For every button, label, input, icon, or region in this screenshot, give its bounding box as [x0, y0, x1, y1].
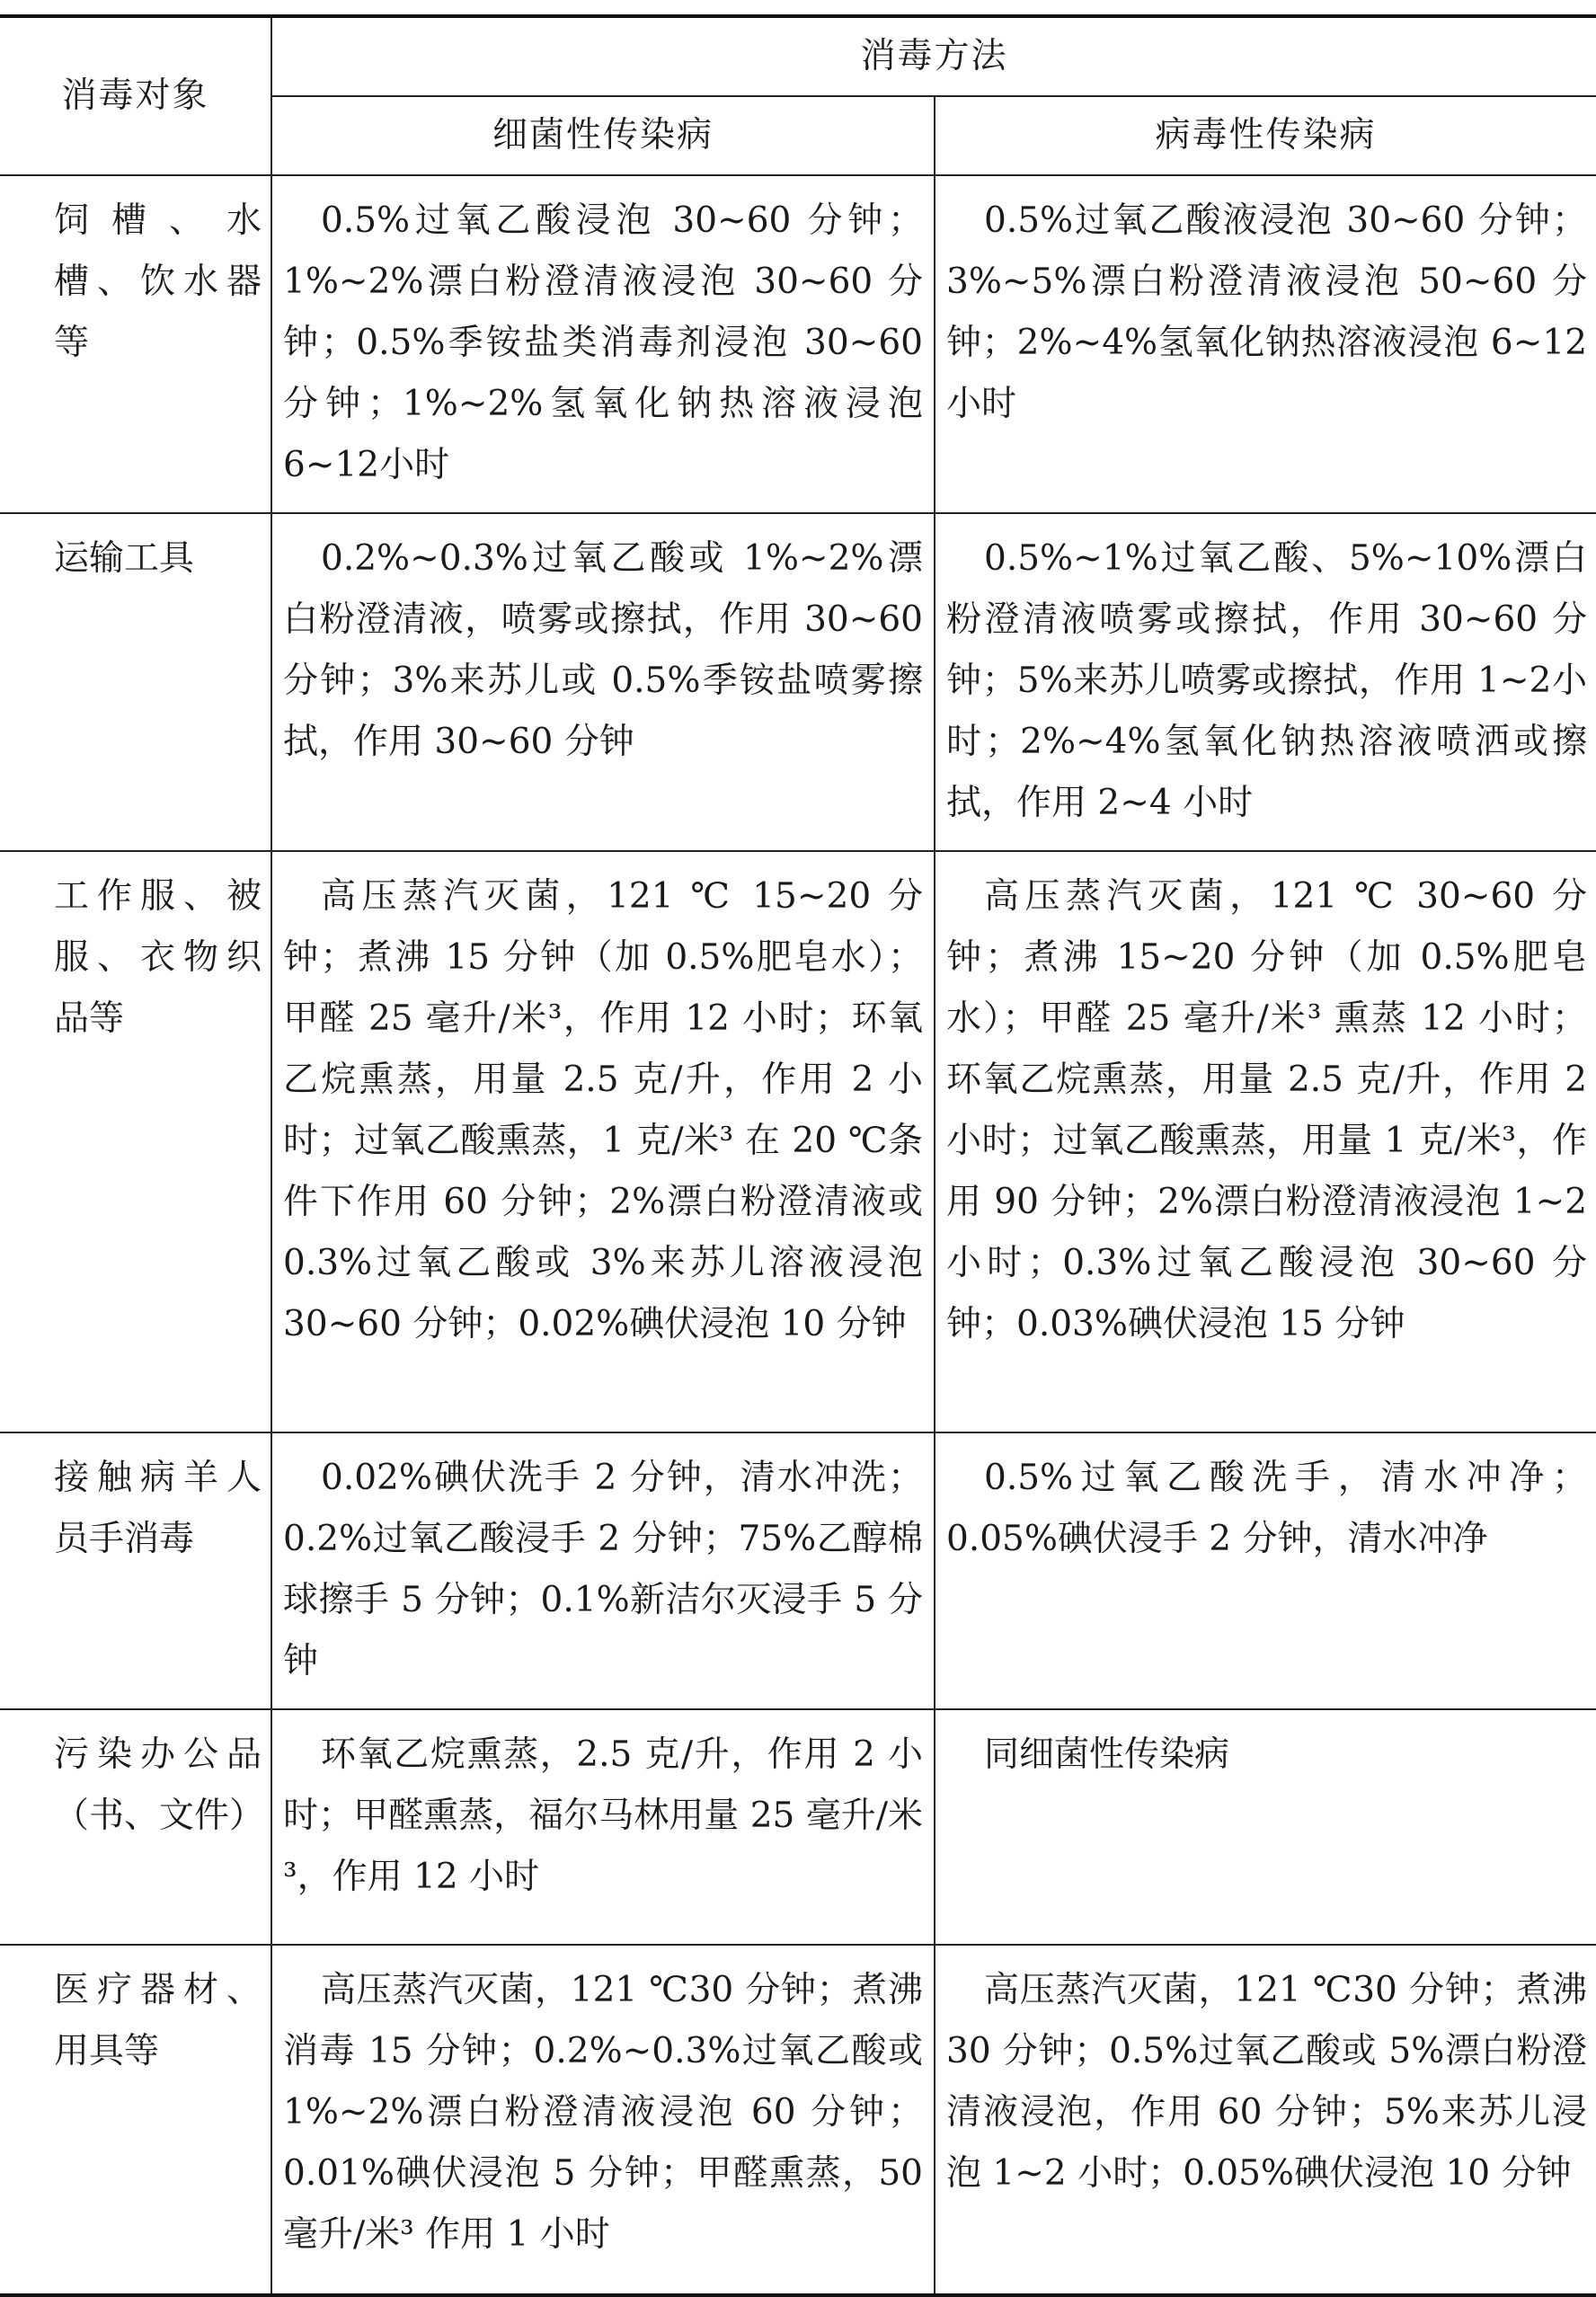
table-row [0, 851, 1596, 1432]
disinfection-table [0, 14, 1596, 2297]
header-viral: 病毒性传染病 [935, 96, 1596, 175]
header-target: 消毒对象 [0, 16, 271, 175]
row-bacterial-method: 高压蒸汽灭菌，121 ℃ 15~20 分钟；煮沸 15 分钟（加 0.5%肥皂水）；甲醛 25 毫升/米³，作用 12 小时；环氧乙烷熏蒸，用量 2.5 克/升，作用 2 小时；过氧乙酸熏蒸，1 克/米³ 在 20 ℃条件下作用 60 分钟；2%漂白粉澄清液或 0.3%过氧乙酸或 3%来苏儿溶液浸泡 30~60 分钟；0.02%碘伏浸泡 10 分钟 [271, 851, 935, 1432]
row-target: 饲槽、水槽、饮水器等 [0, 175, 271, 513]
row-viral-method: 0.5%~1%过氧乙酸、5%~10%漂白粉澄清液喷雾或擦拭，作用 30~60 分钟；5%来苏儿喷雾或擦拭，作用 1~2小时；2%~4%氢氧化钠热溶液喷洒或擦拭，作用 2~4 小时 [935, 513, 1596, 851]
row-bacterial-method: 高压蒸汽灭菌，121 ℃30 分钟；煮沸消毒 15 分钟；0.2%~0.3%过氧乙酸或 1%~2%漂白粉澄清液浸泡 60 分钟；0.01%碘伏浸泡 5 分钟；甲醛熏蒸，50 毫升/米³ 作用 1 小时 [271, 1945, 935, 2295]
row-viral-method: 0.5%过氧乙酸液浸泡 30~60 分钟；3%~5%漂白粉澄清液浸泡 50~60 分钟；2%~4%氢氧化钠热溶液浸泡 6~12 小时 [935, 175, 1596, 513]
row-target: 医疗器材、用具等 [0, 1945, 271, 2295]
table-row [0, 1709, 1596, 1945]
row-bacterial-method: 0.5%过氧乙酸浸泡 30~60 分钟；1%~2%漂白粉澄清液浸泡 30~60 分钟；0.5%季铵盐类消毒剂浸泡 30~60 分钟；1%~2%氢氧化钠热溶液浸泡 6~12小时 [271, 175, 935, 513]
row-target: 运输工具 [0, 513, 271, 851]
row-bacterial-method: 0.02%碘伏洗手 2 分钟，清水冲洗；0.2%过氧乙酸浸手 2 分钟；75%乙醇棉球擦手 5 分钟；0.1%新洁尔灭浸手 5 分钟 [271, 1432, 935, 1709]
table-row [0, 513, 1596, 851]
row-viral-method: 高压蒸汽灭菌，121 ℃30 分钟；煮沸 30 分钟；0.5%过氧乙酸或 5%漂白粉澄清液浸泡，作用 60 分钟；5%来苏儿浸泡 1~2 小时；0.05%碘伏浸泡 10 分钟 [935, 1945, 1596, 2295]
row-viral-method: 高压蒸汽灭菌，121 ℃ 30~60 分钟；煮沸 15~20 分钟（加 0.5%肥皂水）；甲醛 25 毫升/米³ 熏蒸 12 小时；环氧乙烷熏蒸，用量 2.5 克/升，作用 2 小时；过氧乙酸熏蒸，用量 1 克/米³，作用 90 分钟；2%漂白粉澄清液浸泡 1~2 小时；0.3%过氧乙酸浸泡 30~60 分钟；0.03%碘伏浸泡 15 分钟 [935, 851, 1596, 1432]
table-row [0, 1432, 1596, 1709]
row-target: 工作服、被服、衣物织品等 [0, 851, 271, 1432]
row-bacterial-method: 环氧乙烷熏蒸，2.5 克/升，作用 2 小时；甲醛熏蒸，福尔马林用量 25 毫升/米³，作用 12 小时 [271, 1709, 935, 1945]
row-bacterial-method: 0.2%~0.3%过氧乙酸或 1%~2%漂白粉澄清液，喷雾或擦拭，作用 30~60 分钟；3%来苏儿或 0.5%季铵盐喷雾擦拭，作用 30~60 分钟 [271, 513, 935, 851]
table-row [0, 175, 1596, 513]
row-viral-method: 同细菌性传染病 [935, 1709, 1596, 1945]
table-row [0, 1945, 1596, 2295]
header-method: 消毒方法 [271, 16, 1596, 96]
row-viral-method: 0.5%过氧乙酸洗手，清水冲净；0.05%碘伏浸手 2 分钟，清水冲净 [935, 1432, 1596, 1709]
row-target: 接触病羊人员手消毒 [0, 1432, 271, 1709]
row-target: 污染办公品（书、文件） [0, 1709, 271, 1945]
header-bacterial: 细菌性传染病 [271, 96, 935, 175]
